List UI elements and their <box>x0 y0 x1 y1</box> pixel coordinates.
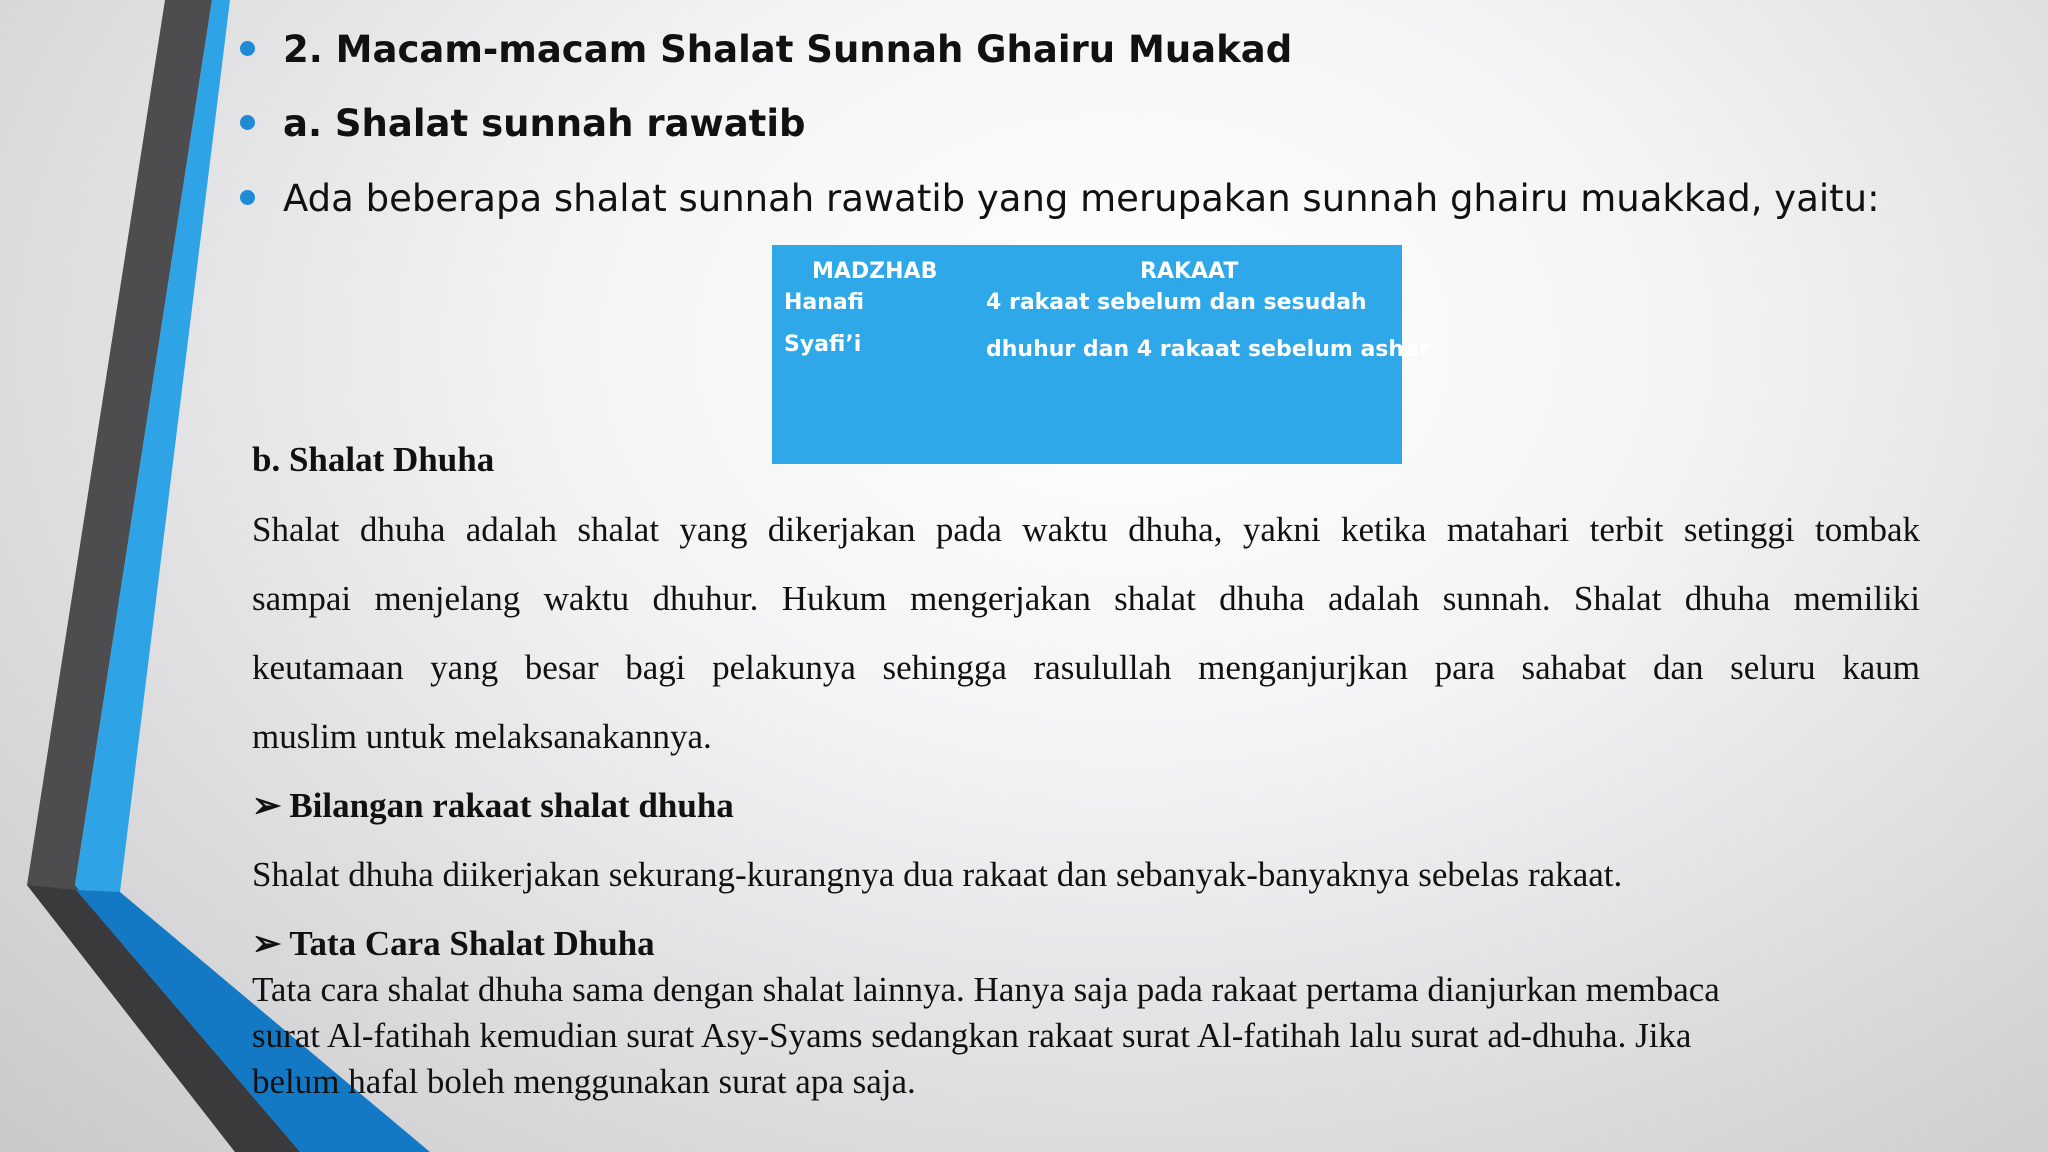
dhuha-paragraph-line-2: sampai menjelang waktu dhuhur. Hukum mengerjakan shalat dhuha adalah sunnah. Shalat dhuha memiliki <box>252 579 1920 618</box>
rakaat-text-line-2: dhuhur dan 4 rakaat sebelum ashar <box>986 337 1430 362</box>
madzhab-hanafi: Hanafi <box>784 290 865 315</box>
header-madzhab: MADZHAB <box>812 259 938 284</box>
dhuha-paragraph-line-4: muslim untuk melaksanakannya. <box>252 717 712 756</box>
tata-cara-heading <box>252 924 655 964</box>
tata-cara-line-2: surat Al-fatihah kemudian surat Asy-Syams sedangkan rakaat surat Al-fatihah lalu surat ad-dhuha. Jika <box>252 1016 1692 1055</box>
bilangan-text: Shalat dhuha diikerjakan sekurang-kurangnya dua rakaat dan sebanyak-banyaknya sebelas rakaat. <box>252 855 1623 894</box>
dhuha-heading: b. Shalat Dhuha <box>252 440 495 479</box>
madzhab-syafii: Syafi’i <box>784 332 862 357</box>
bilangan-heading-text: Bilangan rakaat shalat dhuha <box>289 786 734 825</box>
madzhab-table <box>772 245 1430 464</box>
bullet-dot <box>240 41 255 56</box>
header-rakaat: RAKAAT <box>1140 259 1239 284</box>
arrow-bullet-icon: ➢ <box>252 786 282 825</box>
bullet-dot <box>240 190 255 205</box>
tata-cara-line-1: Tata cara shalat dhuha sama dengan shalat lainnya. Hanya saja pada rakaat pertama dianjurkan membaca <box>252 970 1720 1009</box>
bullet-text: 2. Macam-macam Shalat Sunnah Ghairu Muakad <box>283 28 1293 71</box>
dhuha-paragraph-line-3: keutamaan yang besar bagi pelakunya sehingga rasulullah menganjurjkan para sahabat dan seluru kaum <box>252 648 1920 687</box>
rakaat-text-line-1: 4 rakaat sebelum dan sesudah <box>986 290 1367 315</box>
tata-cara-line-3: belum hafal boleh menggunakan surat apa saja. <box>252 1062 916 1101</box>
arrow-bullet-icon: ➢ <box>252 924 282 963</box>
bullet-text: Ada beberapa shalat sunnah rawatib yang merupakan sunnah ghairu muakkad, yaitu: <box>283 177 1880 220</box>
bullet-text: a. Shalat sunnah rawatib <box>283 102 806 145</box>
tata-cara-heading-text: Tata Cara Shalat Dhuha <box>289 924 655 963</box>
bullet-dot <box>240 115 255 130</box>
bilangan-heading <box>252 786 734 826</box>
dhuha-paragraph-line-1: Shalat dhuha adalah shalat yang dikerjakan pada waktu dhuha, yakni ketika matahari terbit setinggi tombak <box>252 510 1920 549</box>
